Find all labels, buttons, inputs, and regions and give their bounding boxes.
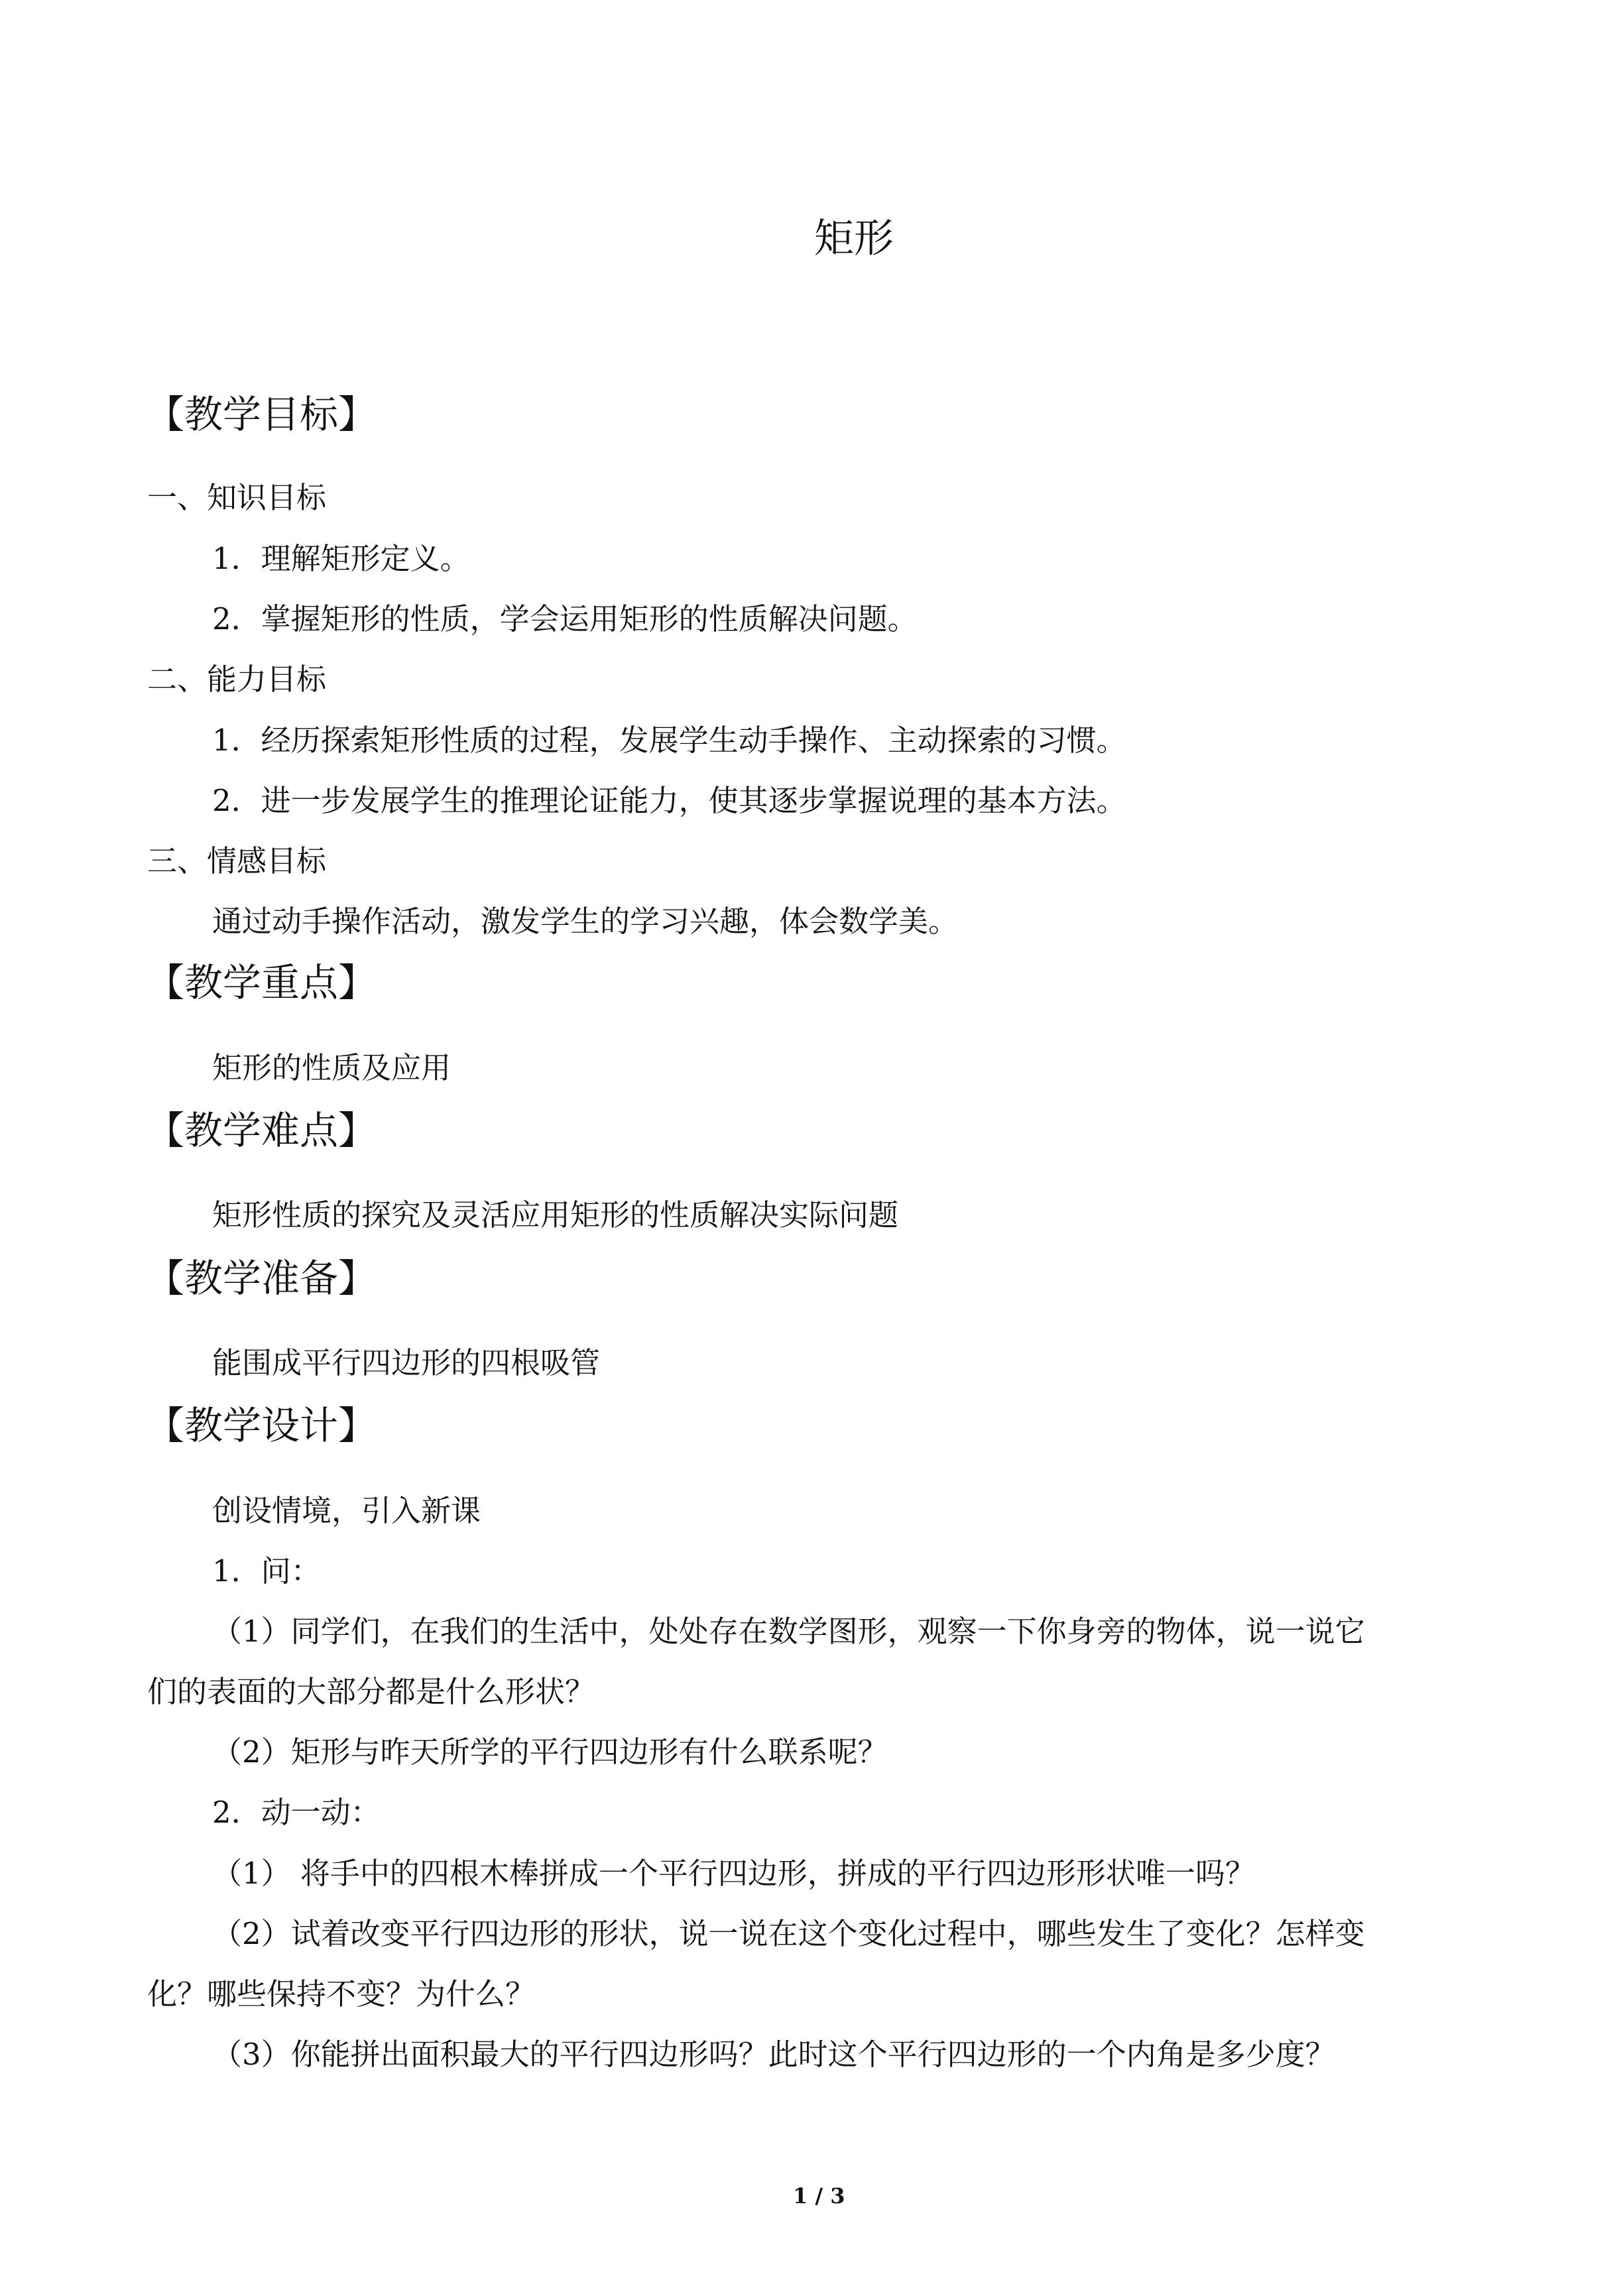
activity-2-line-2: 化？哪些保持不变？为什么？ — [147, 1976, 536, 2012]
activity-3: （3）你能拼出面积最大的平行四边形吗？此时这个平行四边形的一个内角是多少度？ — [212, 2037, 1335, 2072]
key-points-heading: 【教学重点】 — [146, 960, 377, 1005]
difficulties-text: 矩形性质的探究及灵活应用矩形的性质解决实际问题 — [212, 1197, 899, 1233]
emotion-label: 三、情感目标 — [147, 843, 327, 878]
difficulties-heading: 【教学难点】 — [146, 1108, 377, 1153]
question-label: 1．问： — [212, 1553, 321, 1589]
preparation-text: 能围成平行四边形的四根吸管 — [212, 1345, 601, 1380]
page-title: 矩形 — [814, 215, 894, 262]
knowledge-label: 一、知识目标 — [147, 480, 327, 515]
preparation-heading: 【教学准备】 — [146, 1256, 377, 1301]
objectives-heading: 【教学目标】 — [146, 392, 377, 437]
ability-label: 二、能力目标 — [147, 662, 327, 697]
activity-2-line-1: （2）试着改变平行四边形的形状，说一说在这个变化过程中，哪些发生了变化？怎样变 — [212, 1916, 1365, 1951]
activity-1: （1） 将手中的四根木棒拼成一个平行四边形，拼成的平行四边形形状唯一吗？ — [212, 1856, 1255, 1891]
activity-label: 2．动一动： — [212, 1795, 381, 1830]
knowledge-item-2: 2．掌握矩形的性质，学会运用矩形的性质解决问题。 — [212, 601, 918, 636]
ability-item-2: 2．进一步发展学生的推理论证能力，使其逐步掌握说理的基本方法。 — [212, 783, 1126, 818]
knowledge-item-1: 1．理解矩形定义。 — [212, 541, 470, 576]
emotion-text: 通过动手操作活动，激发学生的学习兴趣，体会数学美。 — [212, 904, 959, 939]
page-number: 1 / 3 — [793, 2183, 845, 2208]
design-heading: 【教学设计】 — [146, 1403, 377, 1448]
question-2: （2）矩形与昨天所学的平行四边形有什么联系呢？ — [212, 1734, 888, 1770]
design-intro: 创设情境，引入新课 — [212, 1493, 481, 1528]
ability-item-1: 1．经历探索矩形性质的过程，发展学生动手操作、主动探索的习惯。 — [212, 723, 1126, 758]
question-1-line-2: 们的表面的大部分都是什么形状？ — [147, 1674, 595, 1709]
key-points-text: 矩形的性质及应用 — [212, 1050, 451, 1085]
question-1-line-1: （1）同学们，在我们的生活中，处处存在数学图形，观察一下你身旁的物体，说一说它 — [212, 1614, 1365, 1649]
